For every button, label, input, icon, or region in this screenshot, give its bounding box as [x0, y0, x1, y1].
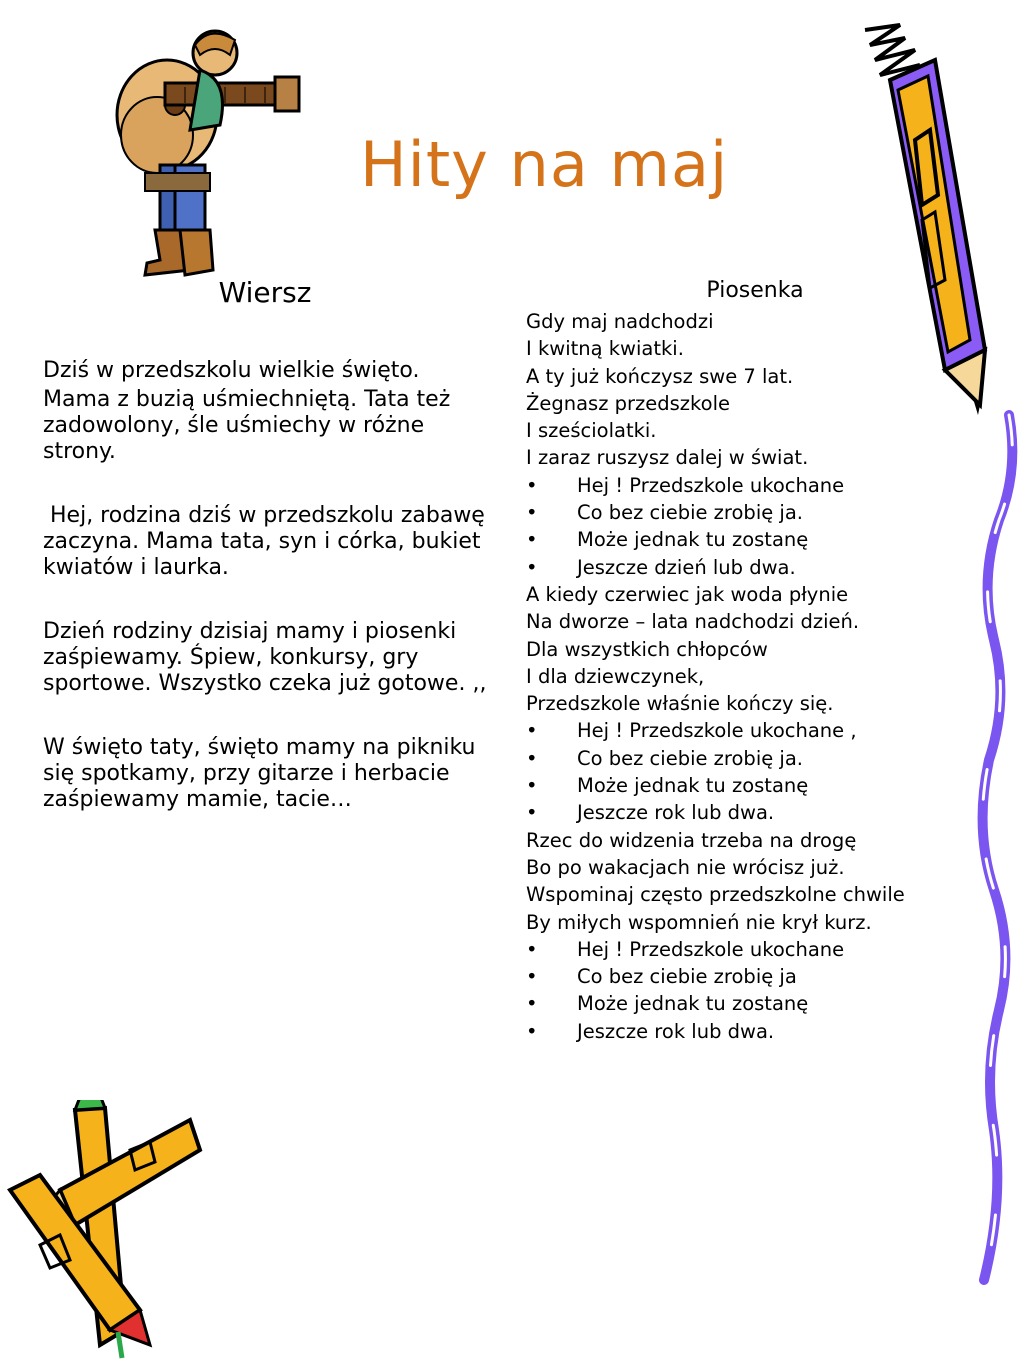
song-line: Na dworze – lata nadchodzi dzień. — [526, 610, 860, 634]
bullet-marker: • — [526, 473, 538, 497]
song-line: Wspominaj często przedszkolne chwile — [526, 883, 905, 907]
poem-paragraph: W święto taty, święto mamy na pikniku się spotkamy, przy gitarze i herbacie zaśpiewamy mamie, tacie… — [43, 735, 476, 812]
song-line-text: Jeszcze rok lub dwa. — [577, 1019, 775, 1043]
poem-paragraph: Hej, rodzina dziś w przedszkolu zabawę zaczyna. Mama tata, syn i córka, bukiet kwiatów i laurka. — [43, 503, 492, 580]
song-line: By miłych wspomnień nie krył kurz. — [526, 910, 872, 934]
song-line: Dla wszystkich chłopców — [526, 637, 768, 661]
song-line-text: Może jednak tu zostanę — [577, 528, 809, 552]
song-line-text: Co bez ciebie zrobię ja — [577, 965, 797, 989]
guitar-player-icon — [105, 25, 305, 285]
bullet-marker: • — [526, 774, 538, 798]
squiggle-line-icon — [964, 410, 1024, 1290]
poem-paragraph: Mama z buzią uśmiechniętą. Tata też zadowolony, śle uśmiechy w różne strony. — [43, 387, 451, 464]
bullet-marker: • — [526, 746, 538, 770]
song-bullet-line — [526, 963, 956, 990]
song-line: Przedszkole właśnie kończy się. — [526, 692, 834, 716]
poem-heading: Wiersz — [218, 276, 312, 309]
song-lyrics — [526, 308, 956, 1045]
poem-paragraph — [43, 619, 488, 697]
song-bullet-line — [526, 1018, 956, 1045]
bullet-marker: • — [526, 965, 538, 989]
bullet-marker: • — [526, 801, 538, 825]
song-line: Żegnasz przedszkole — [526, 391, 730, 415]
song-bullet-line — [526, 717, 956, 744]
song-line-text: Jeszcze dzień lub dwa. — [577, 555, 796, 579]
song-line-text: Hej ! Przedszkole ukochane — [577, 473, 845, 497]
bullet-marker: • — [526, 937, 538, 961]
song-line: A kiedy czerwiec jak woda płynie — [526, 582, 849, 606]
song-bullet-line — [526, 772, 956, 799]
song-line: I dla dziewczynek, — [526, 664, 705, 688]
song-bullet-line — [526, 799, 956, 826]
song-line: Bo po wakacjach nie wrócisz już. — [526, 855, 845, 879]
song-line-text: Co bez ciebie zrobię ja. — [577, 746, 803, 770]
poem-paragraph: Dziś w przedszkolu wielkie święto. — [43, 358, 420, 383]
song-line-text: Jeszcze rok lub dwa. — [577, 801, 775, 825]
song-line: I sześciolatki. — [526, 419, 657, 443]
bullet-marker: • — [526, 719, 538, 743]
crossed-pencils-icon — [0, 1100, 210, 1360]
song-line-text: Hej ! Przedszkole ukochane — [577, 937, 845, 961]
song-line: I kwitną kwiatki. — [526, 337, 684, 361]
song-bullet-line — [526, 526, 956, 553]
song-bullet-line — [526, 472, 956, 499]
song-heading: Piosenka — [706, 278, 804, 303]
song-bullet-line — [526, 554, 956, 581]
song-line-text: Hej ! Przedszkole ukochane , — [577, 719, 857, 743]
song-bullet-line — [526, 990, 956, 1017]
bullet-marker: • — [526, 1019, 538, 1043]
song-line: Rzec do widzenia trzeba na drogę — [526, 828, 857, 852]
page-title: Hity na maj — [360, 128, 729, 201]
bullet-marker: • — [526, 992, 538, 1016]
song-bullet-line — [526, 499, 956, 526]
bullet-marker: • — [526, 501, 538, 525]
poem-text: Dzień rodziny dzisiaj mamy i piosenki zaśpiewamy. Śpiew, konkursy, gry sportowe. Wszystko czeka już gotowe. — [43, 619, 466, 696]
song-line: Gdy maj nadchodzi — [526, 310, 714, 333]
poem-quote-mark: ,, — [465, 671, 487, 696]
song-line-text: Może jednak tu zostanę — [577, 992, 809, 1016]
song-line-text: Co bez ciebie zrobię ja. — [577, 501, 803, 525]
poem-body — [43, 358, 492, 813]
song-bullet-line — [526, 745, 956, 772]
song-line: A ty już kończysz swe 7 lat. — [526, 364, 794, 388]
bullet-marker: • — [526, 555, 538, 579]
song-line: I zaraz ruszysz dalej w świat. — [526, 446, 809, 470]
song-bullet-line — [526, 936, 956, 963]
song-line-text: Może jednak tu zostanę — [577, 774, 809, 798]
bullet-marker: • — [526, 528, 538, 552]
